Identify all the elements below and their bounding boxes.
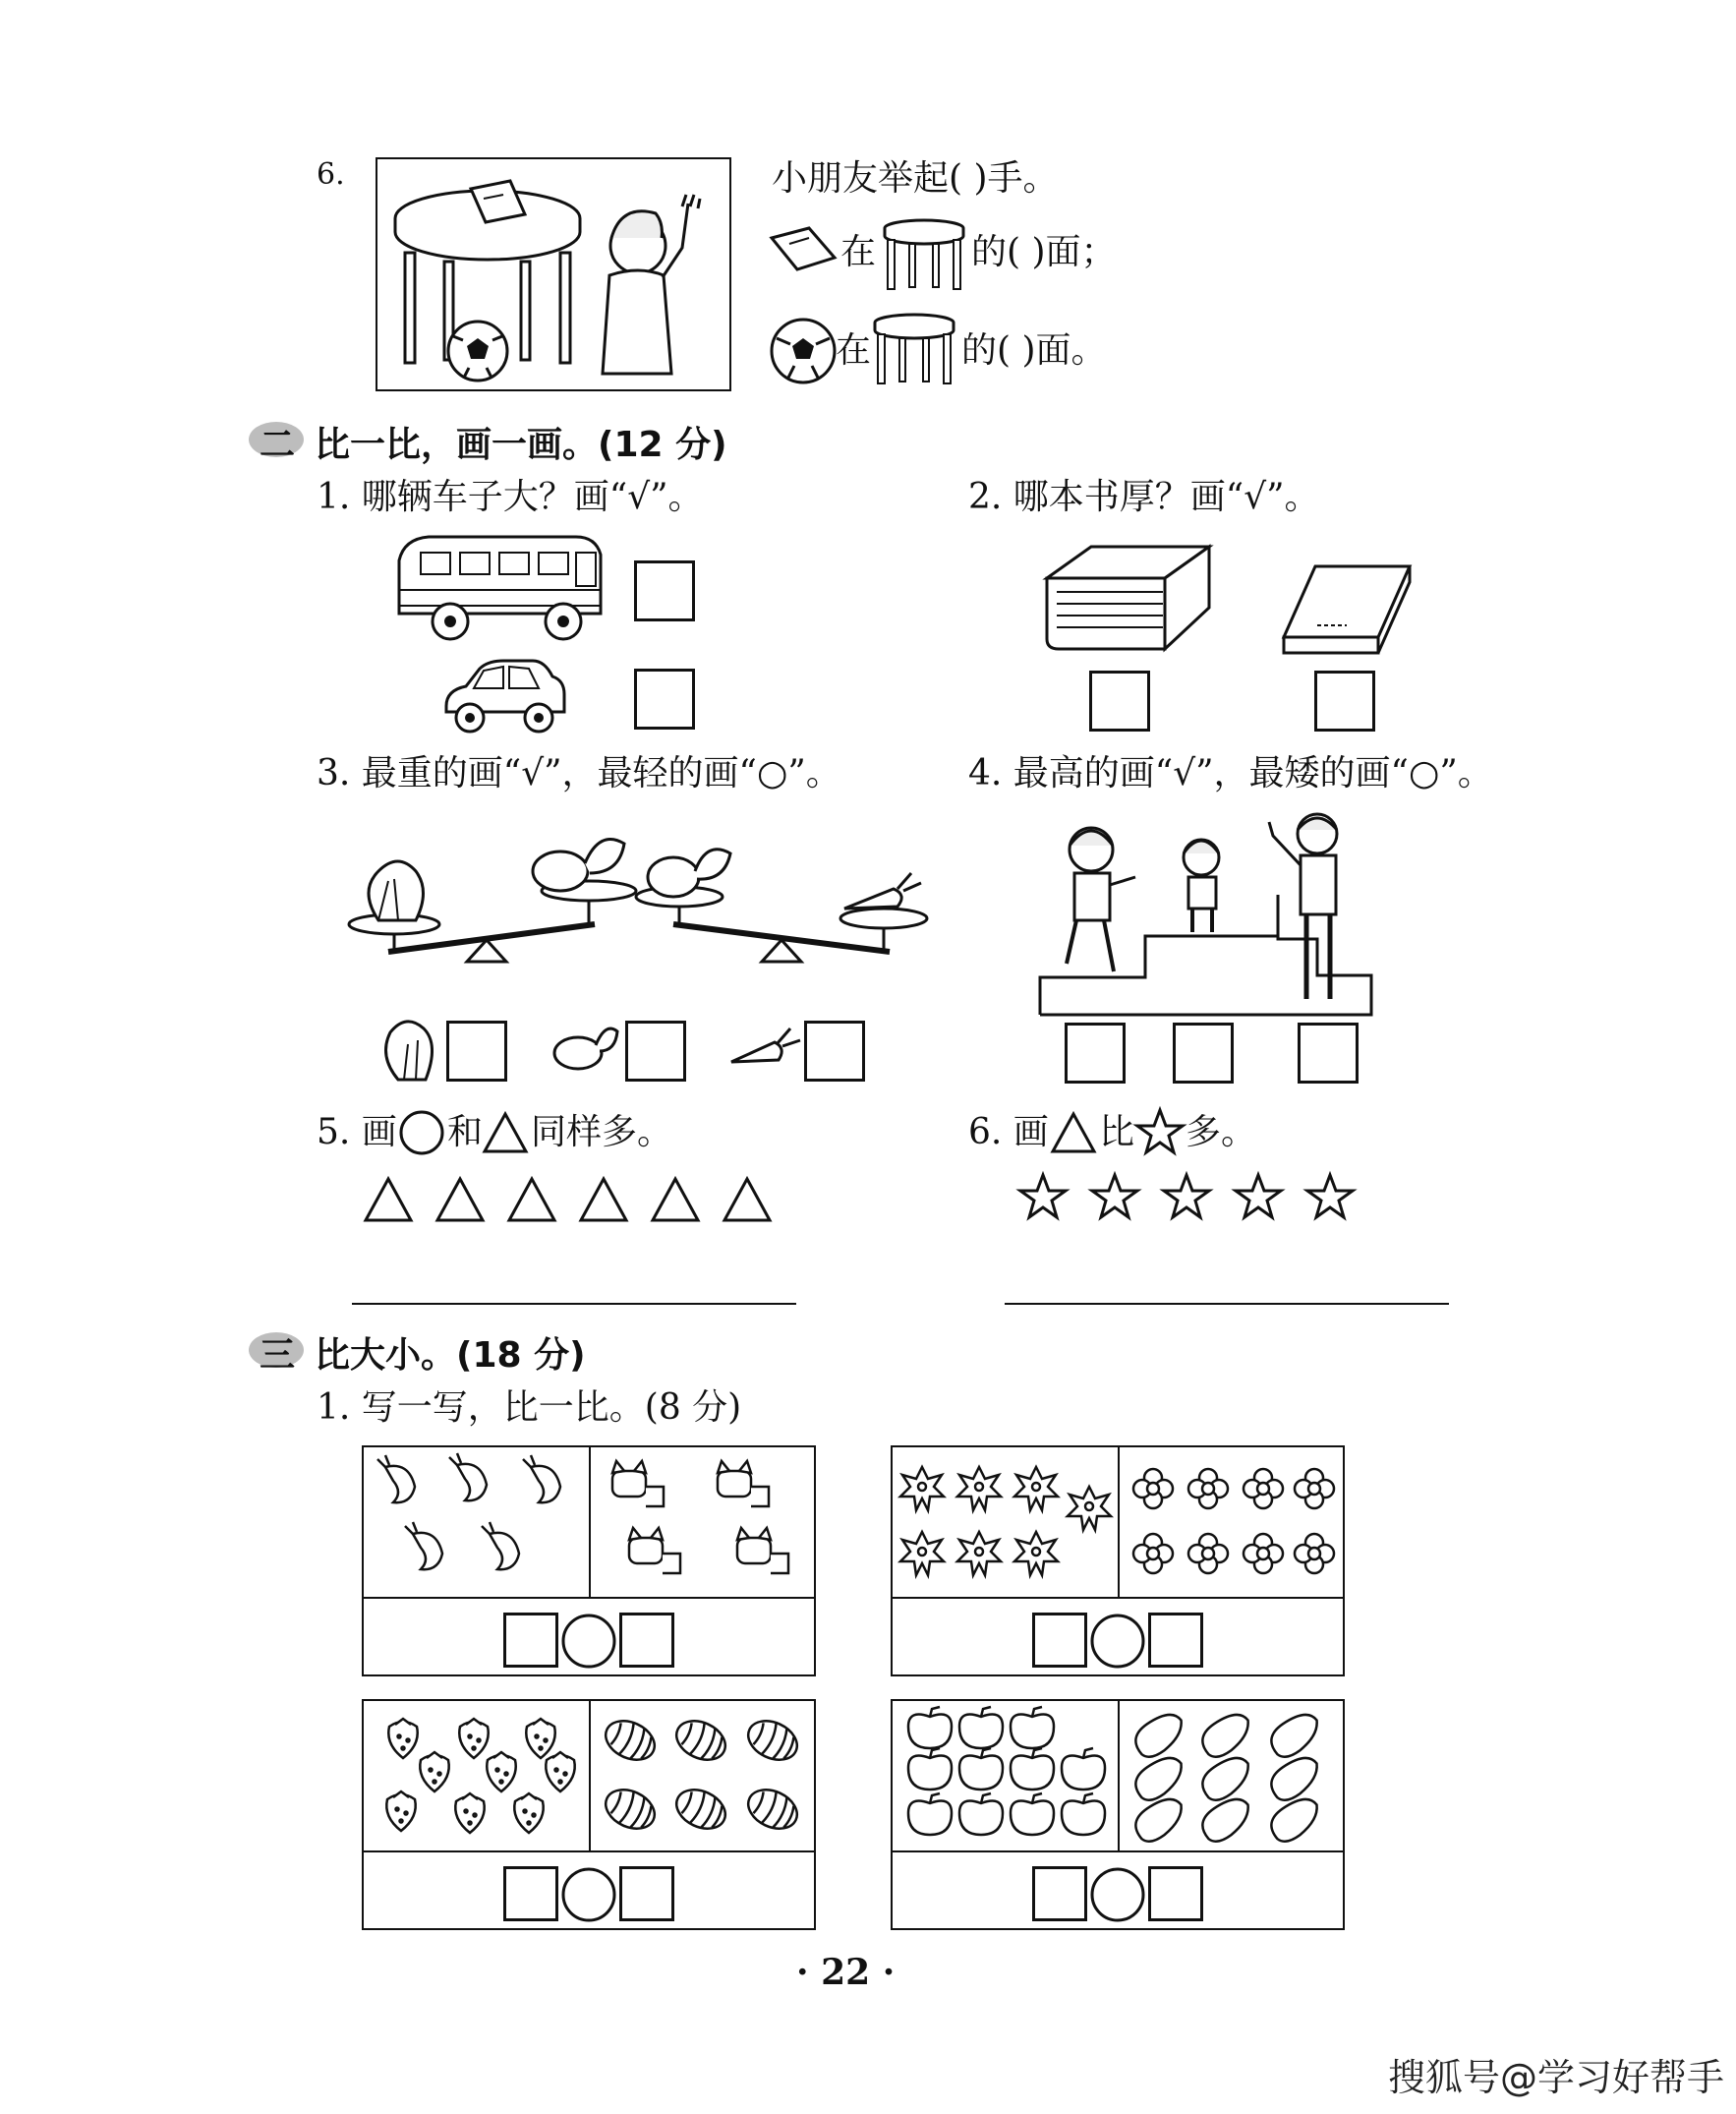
star-icon [1092,1175,1137,1217]
apple-icon [908,1793,952,1835]
s2-question-3: 3. 最重的画“√”，最轻的画“○”。 [317,753,841,793]
mango-icon [1196,1792,1257,1846]
triangle-icon [1050,1111,1097,1154]
triangles-row [364,1175,777,1224]
strawberry-icon [455,1793,484,1833]
s2-q6-text-b: 比 [1099,1112,1135,1152]
s2-q5-text-c: 同样多。 [531,1112,673,1152]
flower-left-count-box[interactable] [1032,1613,1087,1668]
mango-icon [1265,1751,1326,1804]
mango-icon [1196,1708,1257,1761]
watermelon-icon [742,1783,803,1837]
watermelon-icon [600,1714,661,1768]
flowers-right-group [1120,1447,1343,1595]
children-on-steps-icon [1037,806,1376,1018]
compare-circle[interactable] [1089,1866,1146,1923]
strawberries-group [364,1701,589,1849]
triangle-icon [653,1179,698,1220]
mango-icon [1196,1751,1257,1804]
car-icon [440,657,568,735]
strawberry-icon [420,1752,448,1791]
q6-line3-end: 的( )面。 [961,330,1107,371]
compare-circle[interactable] [560,1866,617,1923]
cat-icon [718,1461,769,1506]
mango-count-box[interactable] [1148,1866,1203,1921]
small-table-icon-2 [870,313,958,387]
star-icon [1020,1175,1066,1217]
apple-icon [959,1748,1003,1790]
s2-q5-text-a: 5. 画 [317,1112,397,1152]
boy-raising-hand-icon [603,195,700,374]
compare-panel-strawberry-watermelon [362,1699,816,1930]
round-flower-icon [1133,1469,1173,1508]
shrimp-icon [377,1455,415,1502]
compare-circle[interactable] [1089,1613,1146,1670]
strawberry-icon [514,1793,543,1833]
mango-icon [1265,1708,1326,1761]
girl-left-icon [1067,828,1135,971]
apple-count-box[interactable] [1032,1866,1087,1921]
q6-line3-in: 在 [836,330,872,371]
apple-icon [908,1748,952,1790]
strawberry-icon [386,1791,415,1831]
carrot-answer-box[interactable] [804,1021,865,1082]
s2-question-4: 4. 最高的画“√”，最矮的画“○”。 [968,753,1493,793]
small-book-icon [770,226,839,271]
stars-row [1017,1172,1357,1223]
compare-panel-shrimp-cat [362,1445,816,1676]
watermelon-count-box[interactable] [619,1866,674,1921]
round-flower-icon [1244,1469,1283,1508]
s2-q6-text-c: 多。 [1186,1112,1257,1152]
flower-icon [957,1532,1001,1575]
q6-line1: 小朋友举起( )手。 [772,158,1059,199]
watermelons-group [591,1701,814,1849]
small-ball-icon [769,317,838,385]
bus-answer-box[interactable] [634,560,695,621]
flower-icon [1014,1467,1058,1510]
apple-icon [1011,1748,1054,1790]
strawberry-icon [459,1719,488,1758]
watermelon-icon [600,1783,661,1837]
cats-group [591,1447,814,1595]
table-ball-boy-picture [376,157,731,391]
mango-icon [1129,1708,1190,1761]
compare-panel-apple-mango [891,1699,1345,1930]
scale-1 [349,840,636,963]
flower-icon [900,1467,944,1510]
triangle-icon [437,1179,483,1220]
shrimps-group [364,1447,589,1595]
apple-icon [908,1707,952,1748]
section-title-2: 比一比，画一画。(12 分) [315,425,727,465]
triangle-icon [724,1179,770,1220]
apple-icon [1011,1793,1054,1835]
compare-panel-flowers [891,1445,1345,1676]
section-title-3: 比大小。(18 分) [315,1335,586,1376]
girl-middle-icon [1184,840,1219,932]
apples-group [893,1701,1118,1849]
cat-icon [737,1528,788,1573]
mango-icon [1265,1792,1326,1846]
thick-book-answer-box[interactable] [1089,671,1150,732]
cabbage-answer-box[interactable] [446,1021,507,1082]
s2-q6-text-a: 6. 画 [968,1112,1049,1152]
cabbage-icon [378,1015,442,1084]
thin-book-answer-box[interactable] [1314,671,1375,732]
cat-icon [612,1461,664,1506]
round-flower-icon [1244,1534,1283,1573]
ball-under-table-icon [448,322,507,381]
eggplant-icon [550,1018,619,1073]
apple-icon [959,1793,1003,1835]
shrimp-icon [482,1522,519,1569]
bus-icon [391,531,612,644]
watermelon-icon [670,1783,731,1837]
mangoes-group [1120,1701,1343,1849]
q6-line2-end: 的( )面； [971,232,1117,272]
carrot-icon [727,1023,801,1072]
cat-count-box[interactable] [619,1613,674,1668]
small-table-icon [880,218,968,293]
watermelon-icon [742,1714,803,1768]
section-number-3: 三 [260,1335,296,1376]
flower-right-count-box[interactable] [1148,1613,1203,1668]
star-icon [1307,1175,1353,1217]
apple-icon [1011,1707,1054,1748]
answer-line-q6[interactable] [1005,1303,1449,1305]
mango-icon [1129,1792,1190,1846]
section-number-2: 二 [260,425,296,465]
round-flower-icon [1295,1469,1334,1508]
flower-icon [957,1467,1001,1510]
round-flower-icon [1295,1534,1334,1573]
thick-book-icon [1037,539,1214,657]
eggplant-answer-box[interactable] [625,1021,686,1082]
triangle-icon [482,1111,529,1154]
scale-2 [636,850,927,962]
shrimp-icon [405,1522,442,1569]
s3-question-1: 1. 写一写，比一比。(8 分) [317,1387,742,1428]
cat-icon [629,1528,680,1573]
watermelon-icon [670,1714,731,1768]
table-scene-icon [377,159,733,393]
question-6-number: 6. [317,157,345,192]
shrimp-icon [449,1453,487,1500]
strawberry-icon [546,1752,574,1791]
triangle-icon [366,1179,411,1220]
star-icon [1236,1175,1281,1217]
circle-icon [398,1109,445,1156]
boy-right-answer-box[interactable] [1298,1023,1359,1084]
round-flower-icon [1188,1534,1228,1573]
q6-line2-in: 在 [840,232,877,272]
mango-icon [1129,1751,1190,1804]
strawberry-icon [526,1719,554,1758]
star-icon [1164,1175,1209,1217]
strawberry-icon [487,1752,515,1791]
flowers-left-group [893,1447,1118,1595]
round-flower-icon [1188,1469,1228,1508]
answer-line-q5[interactable] [352,1303,796,1305]
triangle-icon [509,1179,554,1220]
s2-question-2: 2. 哪本书厚？画“√”。 [968,477,1320,517]
girl-middle-answer-box[interactable] [1173,1023,1234,1084]
car-answer-box[interactable] [634,669,695,730]
apple-icon [1062,1748,1105,1790]
compare-circle[interactable] [560,1613,617,1670]
triangle-icon [581,1179,626,1220]
balance-scales-icon [349,814,919,971]
flower-icon [1068,1487,1111,1530]
strawberry-icon [388,1719,417,1758]
strawberry-count-box[interactable] [503,1866,558,1921]
flower-icon [1014,1532,1058,1575]
shrimp-icon [523,1455,560,1502]
s2-q5-text-b: 和 [447,1112,484,1152]
s2-question-1: 1. 哪辆车子大？画“√”。 [317,477,704,517]
flower-icon [900,1532,944,1575]
round-flower-icon [1133,1534,1173,1573]
girl-left-answer-box[interactable] [1065,1023,1126,1084]
shrimp-count-box[interactable] [503,1613,558,1668]
apple-icon [959,1707,1003,1748]
watermark: 搜狐号@学习好帮手 [1388,2056,1725,2099]
thin-book-icon [1278,560,1416,659]
apple-icon [1062,1793,1105,1835]
star-icon [1135,1107,1185,1156]
page-number: · 22 · [796,1952,896,1993]
